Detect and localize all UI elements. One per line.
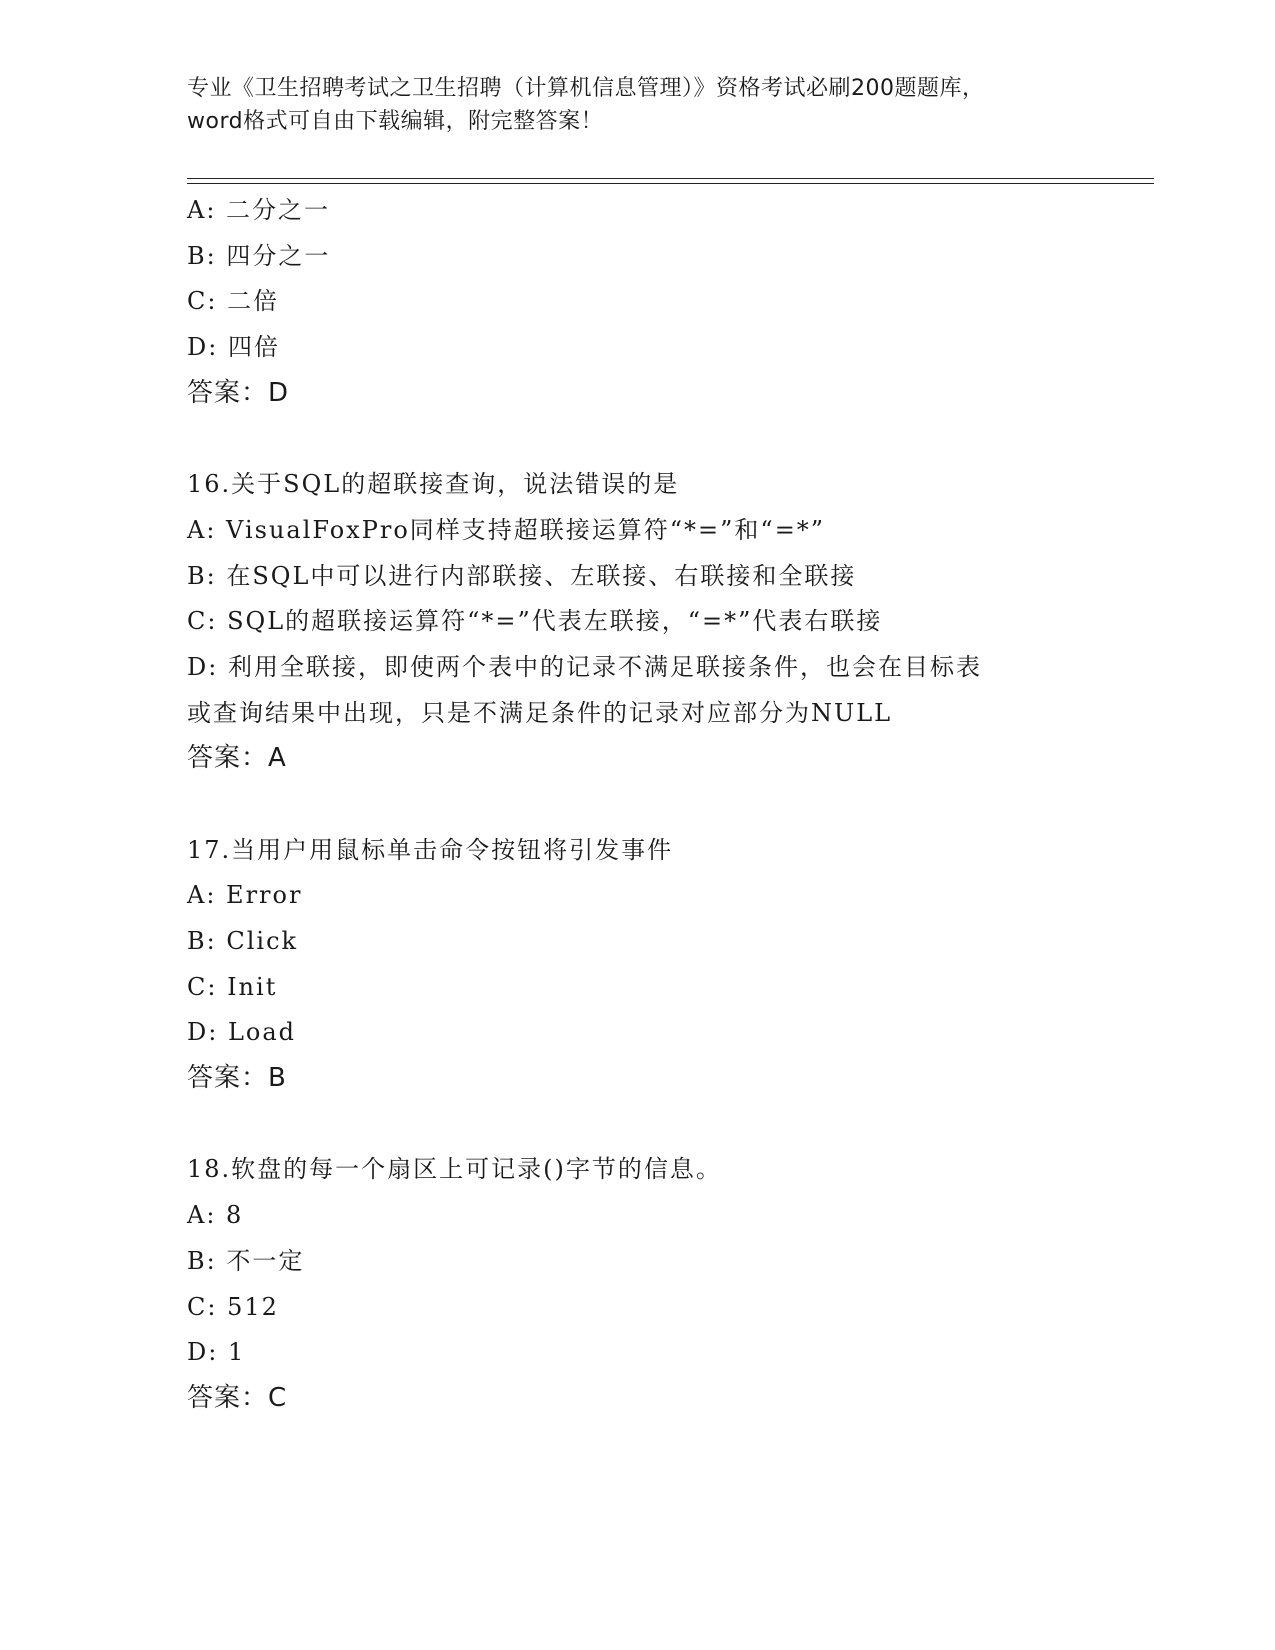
option-b: B: 在SQL中可以进行内部联接、左联接、右联接和全联接 <box>187 561 857 590</box>
option-a: A: VisualFoxPro同样支持超联接运算符“*=”和“=*” <box>187 515 826 544</box>
option-c: C: SQL的超联接运算符“*=”代表左联接，“=*”代表右联接 <box>187 607 883 636</box>
question-spacer <box>187 1102 1147 1148</box>
option-c: C: Init <box>187 972 278 1001</box>
option-b: B: Click <box>187 927 299 955</box>
header-divider-top <box>187 178 1154 179</box>
option-d: D: Load <box>187 1018 297 1047</box>
option-d-continuation: 或查询结果中出现，只是不满足条件的记录对应部分为NULL <box>187 698 893 727</box>
option-d: D: 四倍 <box>187 333 280 362</box>
answer-label: 答案：C <box>187 1382 288 1413</box>
option-c: C: 512 <box>187 1292 279 1321</box>
question-15-block <box>187 188 1147 416</box>
answer-label: 答案：A <box>187 743 287 774</box>
option-a: A: 二分之一 <box>187 196 331 224</box>
answer-label: 答案：D <box>187 377 290 408</box>
header-title-line-1: 专业《卫生招聘考试之卫生招聘（计算机信息管理）》资格考试必刷200题题库， <box>187 76 985 101</box>
option-d: D: 1 <box>187 1338 246 1367</box>
option-a: A: 8 <box>187 1201 244 1230</box>
option-d: D: 利用全联接，即使两个表中的记录不满足联接条件，也会在目标表 <box>187 652 982 681</box>
header-title-line-2: word格式可自由下载编辑，附完整答案！ <box>187 109 604 134</box>
question-spacer <box>187 416 1147 462</box>
question-spacer <box>187 782 1147 828</box>
question-18-block <box>187 1147 1147 1421</box>
option-c: C: 二倍 <box>187 287 280 316</box>
question-list <box>187 188 1147 1422</box>
question-17-block <box>187 828 1147 1102</box>
answer-label: 答案：B <box>187 1063 287 1094</box>
option-b: B: 不一定 <box>187 1246 305 1275</box>
question-text: 17.当用户用鼠标单击命令按钮将引发事件 <box>187 835 674 864</box>
header-divider-bottom <box>187 183 1154 184</box>
question-text: 16.关于SQL的超联接查询，说法错误的是 <box>187 470 680 499</box>
question-text: 18.软盘的每一个扇区上可记录()字节的信息。 <box>187 1155 722 1184</box>
question-16-block <box>187 462 1147 782</box>
option-b: B: 四分之一 <box>187 241 331 270</box>
option-a: A: Error <box>187 881 303 910</box>
document-header <box>187 72 1087 138</box>
